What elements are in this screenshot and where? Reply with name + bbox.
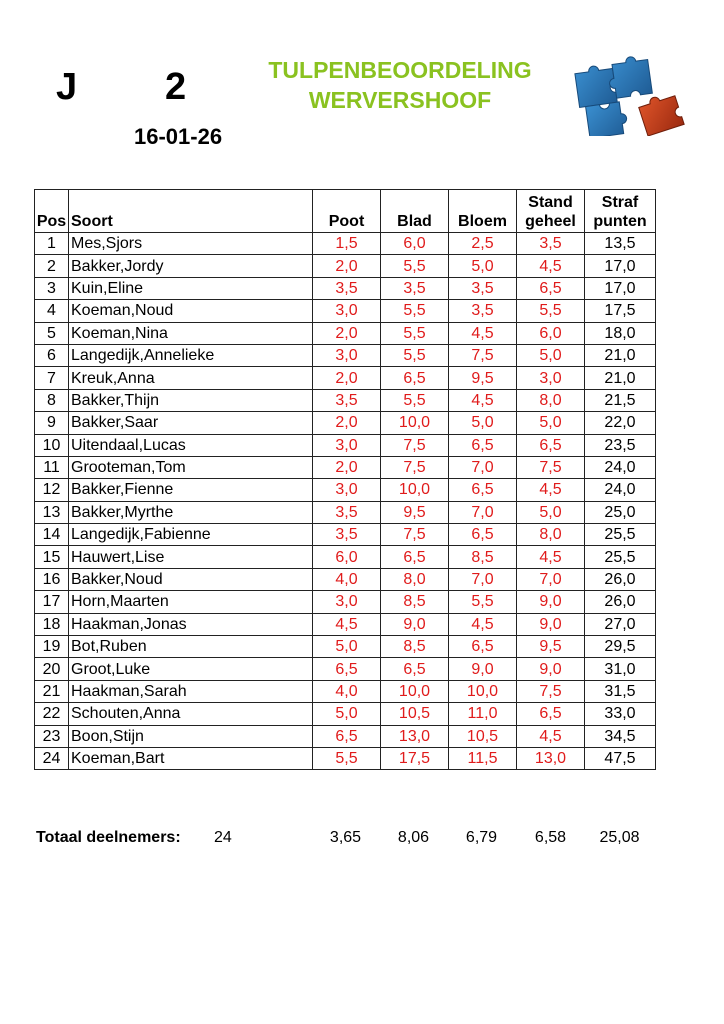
cell-soort: Langedijk,Annelieke — [69, 344, 313, 366]
title-line-2: WERVERSHOOF — [308, 87, 492, 113]
cell-bloem: 11,0 — [449, 703, 517, 725]
totals-bloem: 6,79 — [465, 829, 498, 846]
cell-poot: 3,5 — [313, 389, 381, 411]
cell-soort: Koeman,Noud — [69, 300, 313, 322]
column-header-poot: Poot — [313, 190, 381, 233]
cell-bloem: 10,5 — [449, 725, 517, 747]
cell-soort: Bakker,Myrthe — [69, 501, 313, 523]
cell-soort: Kreuk,Anna — [69, 367, 313, 389]
cell-strafpunten: 17,5 — [585, 300, 656, 322]
totals-row — [36, 829, 676, 851]
cell-stand-geheel: 3,0 — [517, 367, 585, 389]
cell-strafpunten: 21,0 — [585, 344, 656, 366]
cell-stand-geheel: 7,5 — [517, 456, 585, 478]
cell-poot: 4,0 — [313, 680, 381, 702]
table-row — [35, 546, 656, 568]
cell-stand-geheel: 9,0 — [517, 658, 585, 680]
cell-soort: Bakker,Saar — [69, 412, 313, 434]
cell-strafpunten: 18,0 — [585, 322, 656, 344]
cell-blad: 9,5 — [381, 501, 449, 523]
cell-bloem: 3,5 — [449, 300, 517, 322]
cell-blad: 7,5 — [381, 434, 449, 456]
table-row — [35, 277, 656, 299]
cell-pos: 18 — [35, 613, 69, 635]
straf-line-2: punten — [593, 213, 647, 230]
cell-blad: 8,5 — [381, 636, 449, 658]
cell-poot: 1,5 — [313, 233, 381, 255]
cell-soort: Bakker,Fienne — [69, 479, 313, 501]
cell-soort: Bakker,Noud — [69, 568, 313, 590]
totals-blad: 8,06 — [397, 829, 430, 846]
cell-pos: 17 — [35, 591, 69, 613]
table-row — [35, 703, 656, 725]
cell-strafpunten: 24,0 — [585, 456, 656, 478]
cell-pos: 1 — [35, 233, 69, 255]
cell-soort: Langedijk,Fabienne — [69, 524, 313, 546]
cell-blad: 17,5 — [381, 747, 449, 769]
cell-stand-geheel: 8,0 — [517, 524, 585, 546]
cell-stand-geheel: 9,5 — [517, 636, 585, 658]
cell-bloem: 6,5 — [449, 434, 517, 456]
table-row — [35, 434, 656, 456]
cell-poot: 6,5 — [313, 658, 381, 680]
cell-bloem: 8,5 — [449, 546, 517, 568]
cell-soort: Horn,Maarten — [69, 591, 313, 613]
cell-soort: Groot,Luke — [69, 658, 313, 680]
cell-blad: 6,5 — [381, 658, 449, 680]
cell-blad: 8,0 — [381, 568, 449, 590]
table-row — [35, 725, 656, 747]
cell-strafpunten: 22,0 — [585, 412, 656, 434]
cell-poot: 3,5 — [313, 524, 381, 546]
table-row — [35, 613, 656, 635]
cell-blad: 6,5 — [381, 367, 449, 389]
cell-blad: 8,5 — [381, 591, 449, 613]
cell-pos: 11 — [35, 456, 69, 478]
cell-bloem: 7,0 — [449, 501, 517, 523]
cell-soort: Koeman,Nina — [69, 322, 313, 344]
cell-poot: 2,0 — [313, 322, 381, 344]
cell-bloem: 5,0 — [449, 412, 517, 434]
cell-pos: 5 — [35, 322, 69, 344]
cell-stand-geheel: 6,5 — [517, 277, 585, 299]
totals-poot: 3,65 — [329, 829, 362, 846]
cell-soort: Kuin,Eline — [69, 277, 313, 299]
cell-pos: 14 — [35, 524, 69, 546]
cell-stand-geheel: 6,5 — [517, 434, 585, 456]
table-row — [35, 524, 656, 546]
column-header-pos: Pos — [35, 190, 69, 233]
cell-soort: Bot,Ruben — [69, 636, 313, 658]
results-table — [34, 189, 656, 770]
cell-strafpunten: 29,5 — [585, 636, 656, 658]
cell-strafpunten: 47,5 — [585, 747, 656, 769]
cell-soort: Haakman,Jonas — [69, 613, 313, 635]
totals-count: 24 — [214, 829, 232, 846]
cell-strafpunten: 25,5 — [585, 524, 656, 546]
stand-line-2: geheel — [525, 213, 576, 230]
cell-stand-geheel: 5,0 — [517, 501, 585, 523]
class-number: 2 — [165, 66, 187, 108]
cell-blad: 6,0 — [381, 233, 449, 255]
cell-strafpunten: 21,0 — [585, 367, 656, 389]
cell-blad: 10,0 — [381, 680, 449, 702]
cell-strafpunten: 17,0 — [585, 255, 656, 277]
table-row — [35, 322, 656, 344]
cell-blad: 10,5 — [381, 703, 449, 725]
cell-soort: Schouten,Anna — [69, 703, 313, 725]
column-header-bloem: Bloem — [449, 190, 517, 233]
cell-stand-geheel: 4,5 — [517, 546, 585, 568]
cell-pos: 15 — [35, 546, 69, 568]
column-header-blad: Blad — [381, 190, 449, 233]
cell-poot: 6,0 — [313, 546, 381, 568]
straf-line-1: Straf — [601, 194, 639, 211]
cell-pos: 20 — [35, 658, 69, 680]
table-row — [35, 501, 656, 523]
cell-bloem: 4,5 — [449, 613, 517, 635]
cell-stand-geheel: 5,0 — [517, 412, 585, 434]
cell-soort: Koeman,Bart — [69, 747, 313, 769]
cell-bloem: 6,5 — [449, 479, 517, 501]
cell-stand-geheel: 4,5 — [517, 255, 585, 277]
cell-soort: Bakker,Thijn — [69, 389, 313, 411]
cell-strafpunten: 13,5 — [585, 233, 656, 255]
cell-blad: 13,0 — [381, 725, 449, 747]
cell-soort: Haakman,Sarah — [69, 680, 313, 702]
column-header-soort: Soort — [69, 190, 313, 233]
cell-poot: 2,0 — [313, 367, 381, 389]
cell-blad: 10,0 — [381, 412, 449, 434]
cell-poot: 3,5 — [313, 277, 381, 299]
totals-stand: 6,58 — [534, 829, 567, 846]
cell-strafpunten: 17,0 — [585, 277, 656, 299]
cell-soort: Bakker,Jordy — [69, 255, 313, 277]
cell-blad: 5,5 — [381, 344, 449, 366]
class-letter: J — [56, 66, 78, 108]
cell-blad: 7,5 — [381, 456, 449, 478]
cell-poot: 2,0 — [313, 255, 381, 277]
table-row — [35, 636, 656, 658]
cell-poot: 3,5 — [313, 501, 381, 523]
table-row — [35, 389, 656, 411]
table-row — [35, 658, 656, 680]
cell-blad: 5,5 — [381, 300, 449, 322]
table-row — [35, 591, 656, 613]
cell-blad: 6,5 — [381, 546, 449, 568]
cell-pos: 6 — [35, 344, 69, 366]
cell-pos: 12 — [35, 479, 69, 501]
cell-poot: 5,5 — [313, 747, 381, 769]
cell-bloem: 9,0 — [449, 658, 517, 680]
cell-poot: 3,0 — [313, 591, 381, 613]
cell-poot: 2,0 — [313, 456, 381, 478]
cell-blad: 5,5 — [381, 255, 449, 277]
cell-poot: 3,0 — [313, 434, 381, 456]
cell-bloem: 7,0 — [449, 456, 517, 478]
table-row — [35, 233, 656, 255]
cell-bloem: 2,5 — [449, 233, 517, 255]
cell-bloem: 11,5 — [449, 747, 517, 769]
cell-bloem: 4,5 — [449, 322, 517, 344]
table-row — [35, 456, 656, 478]
cell-poot: 5,0 — [313, 636, 381, 658]
cell-pos: 21 — [35, 680, 69, 702]
cell-blad: 7,5 — [381, 524, 449, 546]
cell-bloem: 6,5 — [449, 636, 517, 658]
cell-soort: Mes,Sjors — [69, 233, 313, 255]
table-row — [35, 344, 656, 366]
cell-poot: 6,5 — [313, 725, 381, 747]
table-row — [35, 747, 656, 769]
table-row — [35, 412, 656, 434]
cell-pos: 19 — [35, 636, 69, 658]
cell-pos: 4 — [35, 300, 69, 322]
table-header-row — [35, 190, 656, 233]
cell-pos: 2 — [35, 255, 69, 277]
cell-pos: 9 — [35, 412, 69, 434]
cell-stand-geheel: 4,5 — [517, 725, 585, 747]
cell-bloem: 7,0 — [449, 568, 517, 590]
cell-stand-geheel: 5,5 — [517, 300, 585, 322]
title-line-1: TULPENBEOORDELING — [268, 57, 532, 83]
cell-stand-geheel: 9,0 — [517, 591, 585, 613]
cell-strafpunten: 31,5 — [585, 680, 656, 702]
cell-poot: 5,0 — [313, 703, 381, 725]
cell-pos: 23 — [35, 725, 69, 747]
puzzle-pieces-icon — [568, 48, 696, 136]
cell-strafpunten: 27,0 — [585, 613, 656, 635]
cell-soort: Uitendaal,Lucas — [69, 434, 313, 456]
cell-blad: 10,0 — [381, 479, 449, 501]
cell-bloem: 3,5 — [449, 277, 517, 299]
stand-line-1: Stand — [528, 194, 573, 211]
cell-strafpunten: 34,5 — [585, 725, 656, 747]
column-header-strafpunten — [585, 190, 656, 233]
cell-poot: 4,5 — [313, 613, 381, 635]
cell-stand-geheel: 8,0 — [517, 389, 585, 411]
cell-stand-geheel: 13,0 — [517, 747, 585, 769]
page-title — [230, 55, 570, 115]
cell-pos: 24 — [35, 747, 69, 769]
cell-stand-geheel: 3,5 — [517, 233, 585, 255]
cell-blad: 9,0 — [381, 613, 449, 635]
totals-straf: 25,08 — [599, 829, 640, 846]
table-row — [35, 367, 656, 389]
cell-bloem: 5,5 — [449, 591, 517, 613]
column-header-stand-geheel — [517, 190, 585, 233]
cell-pos: 13 — [35, 501, 69, 523]
cell-stand-geheel: 5,0 — [517, 344, 585, 366]
cell-stand-geheel: 6,0 — [517, 322, 585, 344]
table-row — [35, 568, 656, 590]
cell-strafpunten: 23,5 — [585, 434, 656, 456]
cell-poot: 4,0 — [313, 568, 381, 590]
cell-pos: 22 — [35, 703, 69, 725]
cell-pos: 10 — [35, 434, 69, 456]
table-row — [35, 255, 656, 277]
cell-soort: Boon,Stijn — [69, 725, 313, 747]
cell-stand-geheel: 9,0 — [517, 613, 585, 635]
cell-strafpunten: 31,0 — [585, 658, 656, 680]
cell-strafpunten: 26,0 — [585, 591, 656, 613]
cell-strafpunten: 24,0 — [585, 479, 656, 501]
cell-stand-geheel: 7,5 — [517, 680, 585, 702]
table-row — [35, 479, 656, 501]
cell-bloem: 5,0 — [449, 255, 517, 277]
cell-stand-geheel: 6,5 — [517, 703, 585, 725]
date: 16-01-26 — [134, 124, 223, 149]
cell-strafpunten: 26,0 — [585, 568, 656, 590]
totals-label: Totaal deelnemers: — [36, 829, 181, 846]
cell-blad: 3,5 — [381, 277, 449, 299]
cell-poot: 3,0 — [313, 344, 381, 366]
cell-pos: 7 — [35, 367, 69, 389]
cell-bloem: 10,0 — [449, 680, 517, 702]
cell-bloem: 7,5 — [449, 344, 517, 366]
cell-strafpunten: 21,5 — [585, 389, 656, 411]
cell-pos: 16 — [35, 568, 69, 590]
table-row — [35, 300, 656, 322]
cell-soort: Hauwert,Lise — [69, 546, 313, 568]
cell-bloem: 6,5 — [449, 524, 517, 546]
cell-strafpunten: 33,0 — [585, 703, 656, 725]
cell-stand-geheel: 4,5 — [517, 479, 585, 501]
cell-poot: 2,0 — [313, 412, 381, 434]
cell-stand-geheel: 7,0 — [517, 568, 585, 590]
cell-pos: 3 — [35, 277, 69, 299]
cell-bloem: 9,5 — [449, 367, 517, 389]
cell-strafpunten: 25,5 — [585, 546, 656, 568]
cell-pos: 8 — [35, 389, 69, 411]
cell-bloem: 4,5 — [449, 389, 517, 411]
cell-soort: Grooteman,Tom — [69, 456, 313, 478]
cell-strafpunten: 25,0 — [585, 501, 656, 523]
cell-blad: 5,5 — [381, 389, 449, 411]
cell-blad: 5,5 — [381, 322, 449, 344]
cell-poot: 3,0 — [313, 300, 381, 322]
table-row — [35, 680, 656, 702]
cell-poot: 3,0 — [313, 479, 381, 501]
